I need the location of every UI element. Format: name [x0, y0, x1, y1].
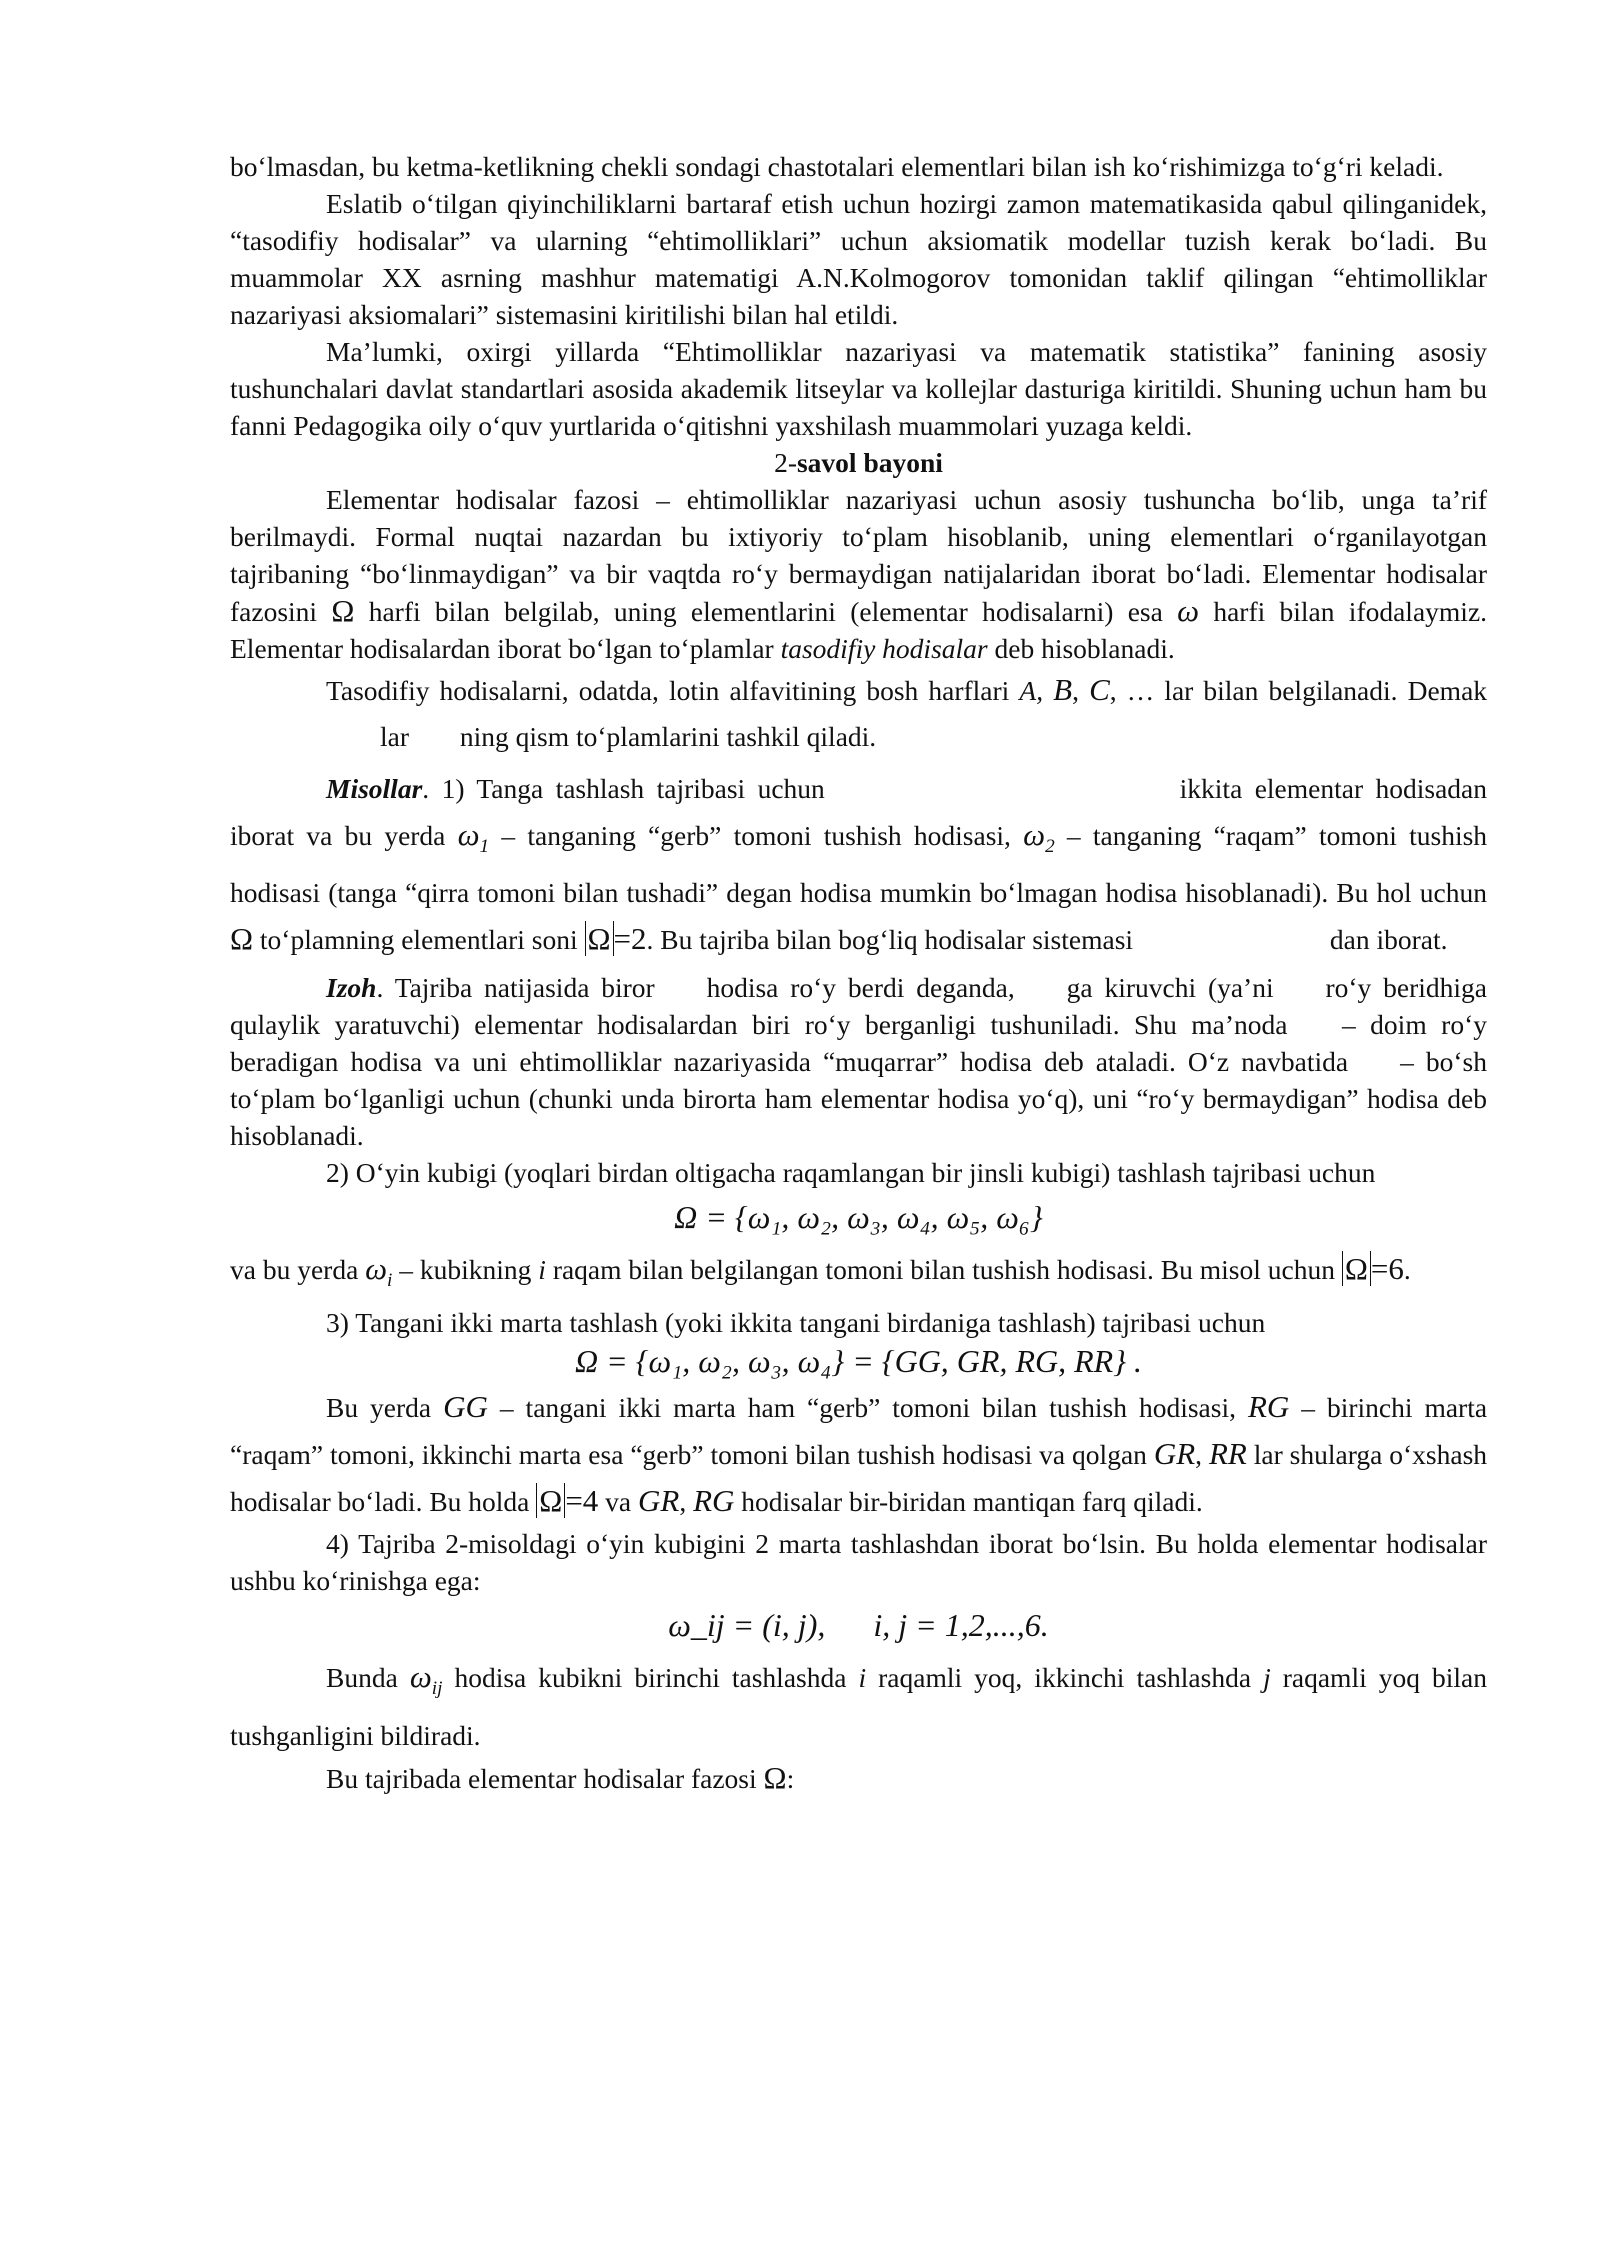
text-run: Elementar hodisalar fazosi – ehtimolliklar nazariyasi uchun asosiy tushuncha bo‘lib, unga ta’rif berilmaydi. Formal nuqtai nazardan bu ixtiyoriy to‘plam hisoblanib, uning elementlari o‘rganilayotgan tajribaning “bo‘linmaydigan” va bir vaqtda ro‘y bermaydigan natijalaridan iborat bo‘ladi. Elementar hodisalar fazosini [230, 484, 1487, 627]
text-run: , … lar bilan belgilanadi. Demak [1109, 675, 1488, 706]
text-run: raqamli yoq bilan tushganligini bildiradi. [230, 1662, 1488, 1751]
section-number: 2- [774, 447, 797, 478]
omega-small-symbol: ω [1177, 593, 1200, 628]
text-run: : [786, 1762, 795, 1794]
omega-symbol: Ω [331, 593, 355, 628]
paragraph-3: Ma’lumki, oxirgi yillarda “Ehtimolliklar nazariyasi va matematik statistika” fanining asosiy tushunchalari davlat standartlari asosida akademik litseylar va kollejlar dasturiga kiritildi. Shuning uchun ham bu fanni Pedagogika oily o‘quv yurtlarida o‘qitishni yaxshilash muammolari yuzaga keldi. [230, 336, 1487, 441]
text-run: lar [380, 721, 410, 752]
remark-label: Izoh [326, 972, 377, 1004]
omega-ij: $\omega_{ij}$ [409, 1659, 443, 1700]
omega-cardinality: Ω=4 [536, 1483, 598, 1518]
italic-term: tasodifiy hodisalar [780, 633, 988, 664]
text-run: harfi bilan belgilab, uning elementlarini (elementar hodisalarni) esa [368, 596, 1163, 627]
text-run: raqam bilan belgilangan tomoni bilan tushish hodisasi. Bu misol uchun [552, 1254, 1335, 1286]
example-3-text: Bu yerda GG – tangani ikki marta ham “gerb” tomoni bilan tushish hodisasi, RG – birinchi marta “raqam” tomoni, ikkinchi marta esa “gerb” tomoni bilan tushish hodisasi va qolgan GR, RR lar shularga o‘xshash hodisalar bo‘ladi. Bu holda Ω=4 va GR, RG hodisalar bir-biridan mantiqan farq qiladi. [230, 1389, 1488, 1519]
document-page [230, 148, 1487, 1797]
text-run: Tasodifiy hodisalarni, odatda, lotin alfavitining bosh harflari [326, 675, 1010, 706]
example-3-intro: 3) Tangani ikki marta tashlash (yoki ikkita tangani birdaniga tashlash) tajribasi uchun [326, 1307, 1266, 1339]
letter-b: B [1053, 672, 1073, 707]
text-run: Bu yerda [326, 1392, 432, 1424]
text-run: ikkita elementar hodisadan iborat va bu yerda [230, 773, 1488, 851]
text-run: – tanganing “raqam” tomoni tushish hodisasi (tanga “qirra tomoni bilan tushadi” degan hodisa mumkin bo‘lmagan hodisa hisoblanadi). Bu hol uchun [230, 820, 1488, 909]
text-run: – tanganing “gerb” tomoni tushish hodisasi, [501, 820, 1011, 851]
text-run: harfi bilan ifodalaymiz. Elementar hodisalardan iborat bo‘lgan to‘plamlar [230, 596, 1488, 664]
text-run: deb hisoblanadi. [994, 633, 1175, 664]
example-2-text: va bu yerda $\omega_i$ – kubikning i raqam bilan belgilangan tomoni bilan tushish hodisasi. Bu misol uchun Ω=6. [230, 1251, 1411, 1292]
section-title: savol bayoni [796, 447, 943, 478]
text-run: – doim ro‘y beradigan hodisa va uni ehtimolliklar nazariyasida “muqarrar” hodisa deb ataladi. O‘z navbatida [230, 1009, 1487, 1078]
omega-i: $\omega_i$ [365, 1251, 393, 1292]
text-run: Bu tajribada elementar hodisalar fazosi [326, 1762, 757, 1794]
event-gr: GR [1153, 1436, 1196, 1472]
text-run: to‘plamning elementlari soni [259, 924, 578, 956]
letter-c: C [1089, 672, 1110, 707]
event-rr: RR [1208, 1436, 1247, 1472]
omega-symbol: Ω [763, 1759, 787, 1795]
index-i: i [858, 1662, 867, 1694]
text-run: . Tajriba natijasida biror [376, 972, 655, 1004]
event-rg: RG [693, 1483, 735, 1519]
text-run: hodisa kubikni birinchi tashlashda [454, 1662, 847, 1694]
omega-symbol: Ω [230, 921, 254, 957]
text-run: – birinchi marta “raqam” tomoni, ikkinchi marta esa “gerb” tomoni bilan tushish hodisasi va qolgan [230, 1392, 1488, 1471]
text-run: . Bu tajriba bilan bog‘liq hodisalar sistemasi [646, 924, 1134, 956]
omega-2: $\omega_2$ [1023, 817, 1055, 858]
text-run: ning qism to‘plamlarini tashkil qiladi. [459, 721, 877, 752]
text-run: ga kiruvchi (ya’ni [1066, 972, 1274, 1004]
event-gr: GR [638, 1483, 680, 1519]
paragraph-2: Eslatib o‘tilgan qiyinchiliklarni bartaraf etish uchun hozirgi zamon matematikasida qabul qilinganidek, “tasodifiy hodisalar” va ularning “ehtimolliklari” uchun aksiomatik modellar tuzish kerak bo‘ladi. Bu muammolar XX asrning mashhur matematigi A.N.Kolmogorov tomonidan taklif qilingan “ehtimolliklar nazariyasi aksiomalari” sistemasini kiritilishi bilan hal etildi. [230, 188, 1487, 330]
example-2-formula: Ω = {ω₁, ω₂, ω₃, ω₄, ω₅, ω₆} [674, 1199, 1043, 1236]
paragraph-5: Tasodifiy hodisalarni, odatda, lotin alfavitining bosh harflari A, B, C, … lar bilan belgilanadi. Demak lar ning qism to‘plamlarini tashkil qiladi. [326, 672, 1488, 752]
example-2-intro: 2) O‘yin kubigi (yoqlari birdan oltigacha raqamlangan bir jinsli kubigi) tashlash tajribasi uchun [326, 1157, 1376, 1189]
examples-label: Misollar [326, 773, 423, 804]
text-run: ro‘y beridhiga qulaylik yaratuvchi) elementar hodisalardan biri ro‘y berganligi tushuniladi. Shu ma’noda [230, 972, 1487, 1041]
letter-a: A, [1019, 675, 1044, 706]
example-1 [230, 766, 1487, 963]
text-run: va bu yerda [230, 1254, 359, 1286]
text-run: Bunda [326, 1662, 398, 1694]
text-run: hodisalar bir-biridan mantiqan farq qiladi. [741, 1486, 1203, 1518]
remark-paragraph [230, 969, 1487, 1154]
event-gg: GG [443, 1389, 488, 1425]
text-run: hodisa ro‘y berdi deganda, [706, 972, 1015, 1004]
omega-1: $\omega_1$ [457, 817, 490, 858]
text-run: va [605, 1486, 632, 1518]
text-run: dan iborat. [1329, 924, 1448, 956]
text-run: . 1) Tanga tashlash tajribasi uchun [422, 773, 825, 804]
index-i: i [538, 1254, 546, 1286]
text-run: – kubikning [399, 1254, 532, 1286]
text-run: lar shularga o‘xshash hodisalar bo‘ladi. Bu holda [230, 1439, 1488, 1518]
example-4-intro: 4) Tajriba 2-misoldagi o‘yin kubigini 2 marta tashlashdan iborat bo‘lsin. Bu holda elementar hodisalar ushbu ko‘rinishga ega: [230, 1528, 1487, 1597]
example-4-formula: ω_ij = (i, j), i, j = 1,2,...,6. [668, 1607, 1049, 1644]
example-3-formula: Ω = {ω₁, ω₂, ω₃, ω₄} = {GG, GR, RG, RR} . [574, 1343, 1142, 1380]
text-run: raqamli yoq, ikkinchi tashlashda [878, 1662, 1252, 1694]
paragraph-4 [230, 481, 1487, 667]
example-4-text [230, 1654, 1487, 1758]
omega-cardinality: Ω=6 [1342, 1251, 1404, 1286]
event-rg: RG [1247, 1389, 1290, 1425]
section-heading [230, 444, 1487, 481]
text-run: – bo‘sh to‘plam bo‘lganligi uchun (chunki unda birorta ham elementar hodisa yo‘q), uni “ro‘y bermaydigan” hodisa deb hisoblanadi. [230, 1046, 1487, 1152]
index-j: j [1263, 1662, 1271, 1694]
example-4-space [230, 1759, 1487, 1797]
text-run: – tangani ikki marta ham “gerb” tomoni bilan tushish hodisasi, [499, 1392, 1236, 1424]
omega-cardinality: Ω=2 [585, 921, 647, 956]
paragraph-1: bo‘lmasdan, bu ketma-ketlikning chekli sondagi chastotalari elementlari bilan ish ko‘rishimizga to‘g‘ri keladi. [230, 151, 1444, 182]
